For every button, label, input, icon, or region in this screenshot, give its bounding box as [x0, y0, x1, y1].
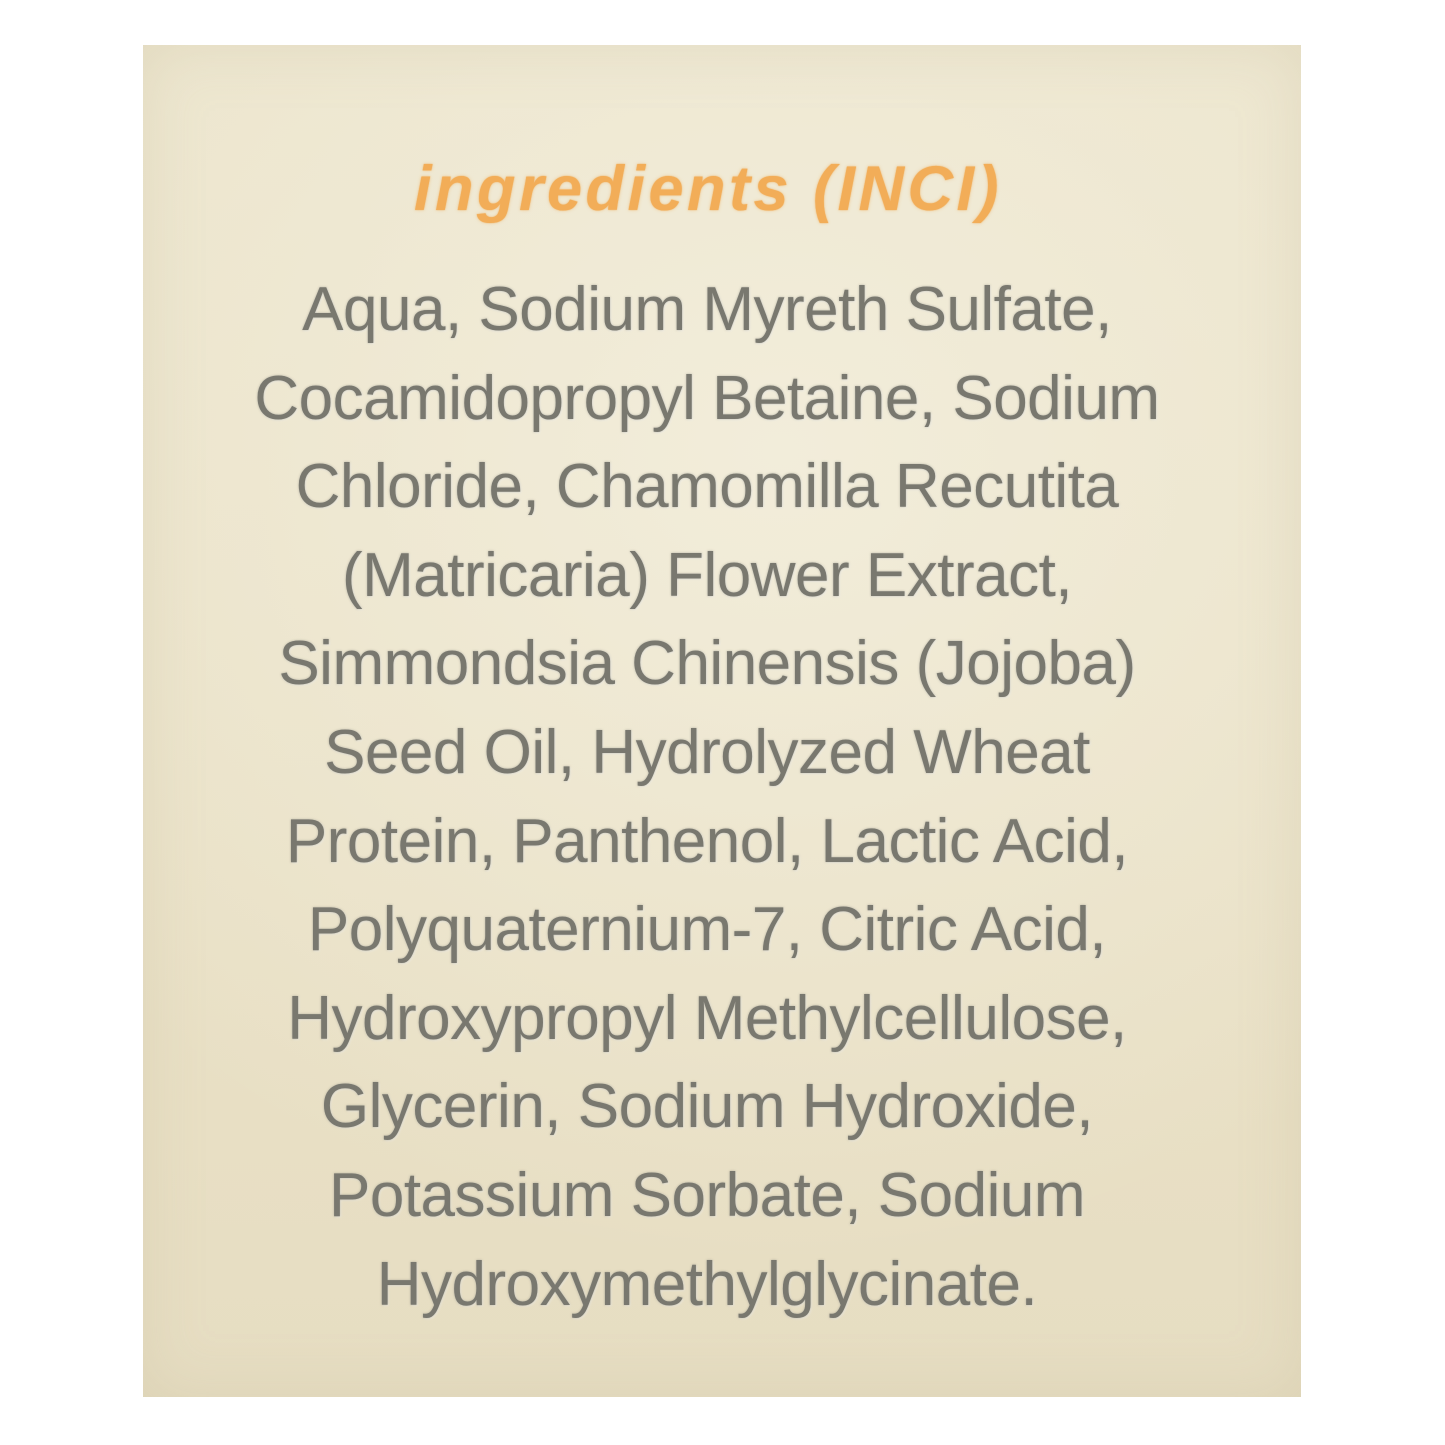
ingredients-line: Chloride, Chamomilla Recutita — [295, 452, 1119, 522]
ingredients-line: Aqua, Sodium Myreth Sulfate, — [302, 275, 1112, 344]
ingredients-list — [128, 266, 1286, 1329]
ingredients-line: Hydroxypropyl Methylcellulose, — [287, 983, 1127, 1053]
ingredients-line: Seed Oil, Hydrolyzed Wheat — [324, 717, 1090, 787]
ingredients-line: Glycerin, Sodium Hydroxide, — [320, 1072, 1094, 1142]
ingredients-line: Cocamidopropyl Betaine, Sodium — [254, 363, 1160, 433]
ingredients-line: Simmondsia Chinensis (Jojoba) — [278, 629, 1136, 699]
product-label-photo — [143, 45, 1301, 1397]
ingredients-line: Potassium Sorbate, Sodium — [329, 1160, 1085, 1230]
ingredients-line: Hydroxymethylglycinate. — [376, 1249, 1038, 1319]
ingredients-line: (Matricaria) Flower Extract, — [341, 540, 1073, 610]
ingredients-line: Polyquaternium-7, Citric Acid, — [307, 895, 1107, 965]
ingredients-line: Protein, Panthenol, Lactic Acid, — [285, 806, 1129, 876]
ingredients-heading: ingredients (INCI) — [413, 154, 1002, 224]
